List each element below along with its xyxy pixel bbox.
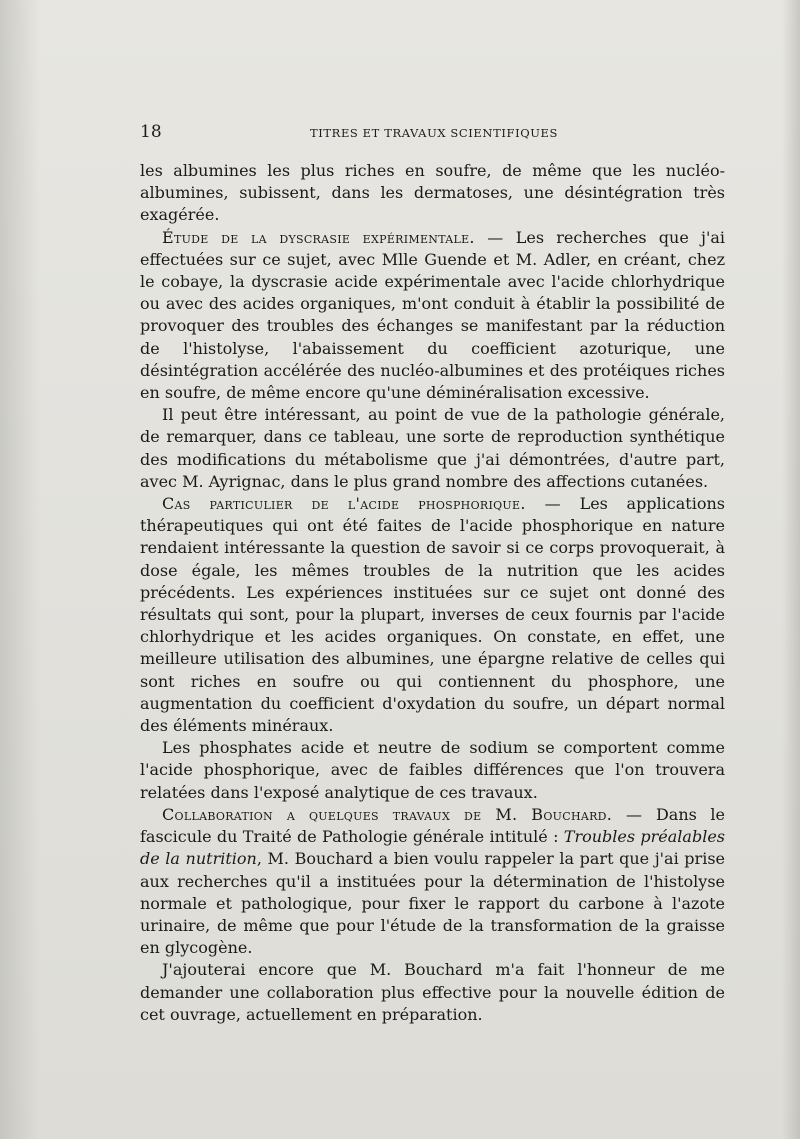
paragraph-phosphates [140,737,725,804]
section-acide-phosphorique [140,493,725,737]
paragraph-text: Les applications thérapeutiques qui ont été faites de l'acide phosphorique en nature rendaient intéressante la question de savoir si ce corps provoquerait, à dose égale, les mêmes troubles de la nutrition que les acides précédents. Les expériences instituées sur ce sujet ont donné des résultats qui sont, pour la plupart, inverses de ceux fournis par l'acide chlorhydrique et les acides organiques. On constate, en effet, une meilleure utilisation des albumines, une épargne relative de celles qui sont riches en soufre ou qui contiennent du phosphore, une augmentation du coefficient d'oxydation du soufre, un départ normal des éléments minéraux. [140,494,725,736]
paragraph-text: Dans le fascicule du Traité de Pathologie générale intitulé : [140,804,725,847]
paragraph-text: Il peut être intéressant, au point de vue de la pathologie générale, de remarquer, dans ce tableau, une sorte de reproduction synthétique des modifications du métabolisme que j'ai démontrées, d'autre part, avec M. Ayrignac, dans le plus grand nombre des affections cutanées. [140,405,725,491]
book-title: Troubles préalables de la nutrition [140,827,725,869]
paragraph-text: Les phosphates acide et neutre de sodium se comportent comme l'acide phosphorique, avec de faibles différences que l'on trouvera relatées dans l'exposé analytique de ces travaux. [140,738,725,802]
paragraph-pathologie-generale [140,404,725,493]
section-heading: Étude de la dyscrasie expérimentale. — [162,227,504,247]
paragraph-text: Les recherches que j'ai effectuées sur ce sujet, avec Mlle Guende et M. Adler, en créant, chez le cobaye, la dyscrasie acide expérimentale avec l'acide chlorhydrique ou avec des acides organiques, m'ont conduit à établir la possibilité de provoquer des troubles des échanges se manifestant par la réduction de l'histolyse, l'abaissement du coefficient azoturique, une désintégration accélérée des nucléo-albumines et des protéiques riches en soufre, de même encore qu'une déminéralisation excessive. [140,227,725,403]
paragraph-text: J'ajouterai encore que M. Bouchard m'a fait l'honneur de me demander une collaboration plus effective pour la nouvelle édition de cet ouvrage, actuellement en préparation. [140,960,725,1024]
section-collaboration-bouchard [140,804,725,959]
section-heading: Cas particulier de l'acide phosphorique. — [162,494,561,514]
paragraph-nouvelle-edition [140,959,725,1026]
paragraph-text: , M. Bouchard a bien voulu rappeler la part que j'ai prise aux recherches qu'il a instituées pour la détermination de l'histolyse normale et pathologique, pour fixer le rapport du carbone à l'azote urinaire, de même que pour l'étude de la transformation de la graisse en glycogène. [140,849,725,958]
body-text [140,160,725,1026]
running-title: TITRES ET TRAVAUX SCIENTIFIQUES [310,126,559,140]
page-number: 18 [140,122,162,142]
page-header [140,122,725,146]
section-dyscrasie-experimentale [140,227,725,405]
paragraph-text: les albumines les plus riches en soufre, de même que les nucléo-albumines, subissent, dans les dermatoses, une désintégration très exagérée. [140,161,725,225]
section-heading: Collaboration a quelques travaux de M. Bouchard. — [162,804,643,824]
paragraph-continuation [140,160,725,227]
